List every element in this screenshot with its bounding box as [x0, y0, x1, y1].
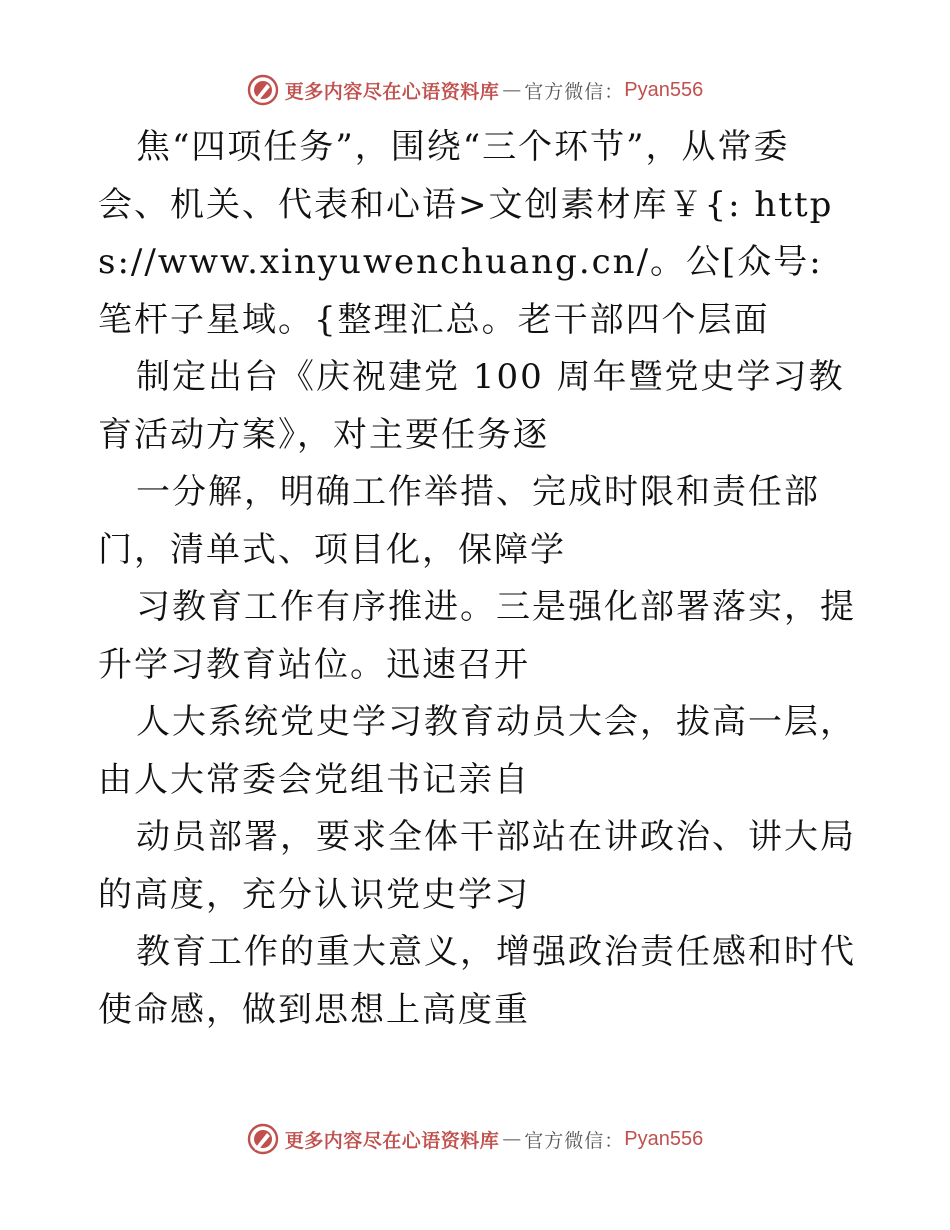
paragraph-6: 动员部署，要求全体干部站在讲政治、讲大局的高度，充分认识党史学习 — [98, 817, 856, 915]
paragraph-7: 教育工作的重大意义，增强政治责任感和时代使命感，做到思想上高度重 — [98, 932, 856, 1030]
banner-title: 更多内容尽在心语资料库 — [284, 1129, 500, 1152]
banner-title: 更多内容尽在心语资料库 — [284, 80, 500, 103]
paragraph-1: 焦“四项任务”，围绕“三个环节”，从常委会、机关、代表和心语>文创素材库￥{: https://www.xinyuwenchuang.cn/。公[众号: 笔杆子星域。{整理汇总。老干部四个层面 — [98, 127, 834, 340]
footer-banner — [0, 1119, 950, 1159]
paragraph-5: 人大系统党史学习教育动员大会，拔高一层，由人大常委会党组书记亲自 — [98, 702, 856, 800]
banner-dash: — — [502, 79, 522, 101]
banner-wechat-label: 官方微信： — [524, 80, 625, 103]
banner-wechat-id: Pyan556 — [624, 78, 704, 101]
banner-dash: — — [502, 1128, 522, 1150]
pen-logo-icon — [247, 1123, 279, 1155]
pen-logo-icon — [247, 74, 279, 106]
paragraph-2: 制定出台《庆祝建党 100 周年暨党史学习教育活动方案》，对主要任务逐 — [98, 357, 845, 455]
paragraph-4: 习教育工作有序推进。三是强化部署落实，提升学习教育站位。迅速召开 — [98, 587, 856, 685]
banner-wechat-label: 官方微信： — [524, 1129, 625, 1152]
document-body — [98, 119, 858, 1039]
paragraph-3: 一分解，明确工作举措、完成时限和责任部门，清单式、项目化，保障学 — [98, 472, 820, 570]
header-banner — [0, 70, 950, 110]
banner-wechat-id: Pyan556 — [624, 1127, 704, 1150]
